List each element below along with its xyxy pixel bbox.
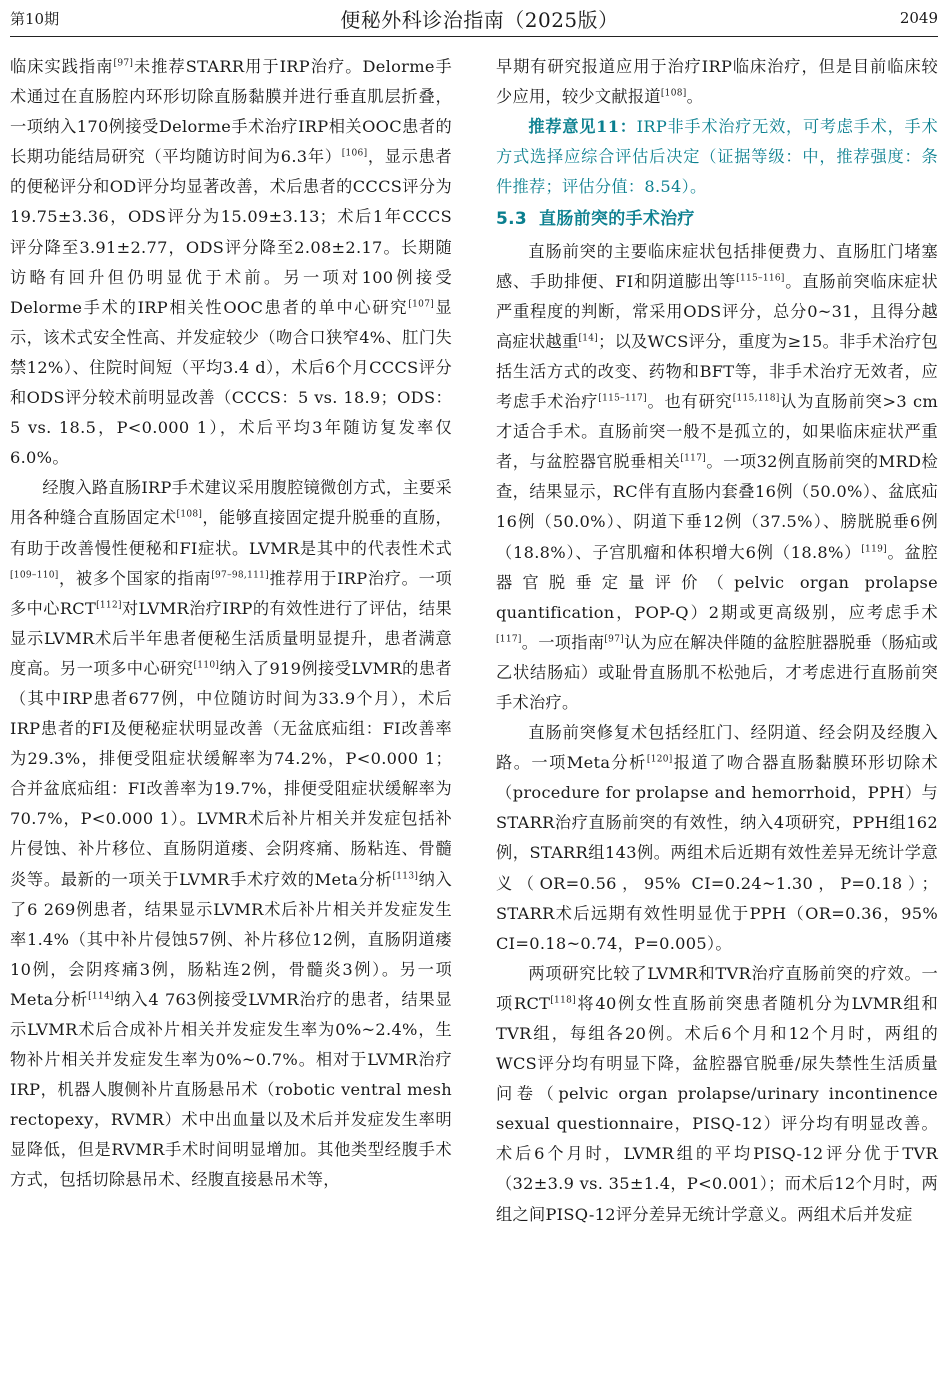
- text-run: 推荐用于IRP治疗。一项多中心RCT: [10, 568, 452, 618]
- citation-ref: [112]: [96, 600, 122, 611]
- text-run: 直肠前突修复术包括经肛门、经阴道、经会阴及经腹入路。一项Meta分析: [496, 723, 938, 773]
- citation-ref: [108]: [660, 88, 687, 99]
- text-run: 。直肠前突临床症状严重程度的判断，常采用ODS评分，总分0~31，且得分越高症状越重: [496, 271, 939, 351]
- journal-title: 便秘外科诊治指南（2025版）: [340, 7, 619, 32]
- recommendation-box: [496, 112, 938, 202]
- citation-ref: [110]: [193, 660, 220, 671]
- paragraph: [10, 473, 452, 1195]
- text-run: 纳入了919例接受LVMR的患者（其中IRP患者677例，中位随访时间为33.9个月），术后IRP患者的FI及便秘症状明显改善（无盆底疝组：FI改善率为29.3%，排便受阻症状缓解率为74.2%，P<0.000 1；合并盆底疝组：FI改善率为19.7%，排便受阻症状缓解率为70.7%，P<0.000 1）。LVMR术后补片相关并发症包括补片侵蚀、补片移位、直肠阴道瘘、会阴疼痛、肠粘连、骨髓炎等。最新的一项关于LVMR手术疗效的Meta分析: [10, 658, 452, 889]
- citation-ref: [117]: [496, 634, 522, 645]
- text-run: 未推荐STARR用于IRP治疗。Delorme手术通过在直肠腔内环形切除直肠黏膜并进行垂直肌层折叠，一项纳入170例接受Delorme手术治疗IRP相关OOC患者的长期功能结局研究（平均随访时间为6.3年）: [10, 57, 452, 167]
- text-run: 认为应在解决伴随的盆腔脏器脱垂（肠疝或乙状结肠疝）或耻骨直肠肌不松弛后，才考虑进行直肠前突手术治疗。: [496, 632, 938, 712]
- left-column: [10, 52, 452, 1196]
- header-rule: [10, 36, 938, 37]
- recommendation-label: 推荐意见11：: [528, 117, 637, 137]
- paragraph: [496, 718, 938, 959]
- citation-ref: [97–98,111]: [211, 570, 269, 581]
- text-run: ，显示患者的便秘评分和OD评分均显著改善，术后患者的CCCS评分为19.75±3.36，ODS评分为15.09±3.13；术后1年CCCS评分降至3.91±2.77，ODS评分降至2.08±2.17。长期随访略有回升但仍明显优于术前。另一项对100例接受Delorme手术的IRP相关性OOC患者的单中心研究: [10, 147, 453, 317]
- paragraph: [496, 237, 938, 719]
- citation-ref: [108]: [176, 510, 203, 521]
- text-run: 纳入4 763例接受LVMR治疗的患者，结果显示LVMR术后合成补片相关并发症发生率为0%~2.4%，生物补片相关并发症发生率为0%~0.7%。相对于LVMR治疗IRP，机器人腹侧补片直肠悬吊术（robotic ventral mesh rectopexy，RVMR）术中出血量以及术后并发症发生率明显降低，但是RVMR手术时间明显增加。其他类型经腹手术方式，包括切除悬吊术、经腹直接悬吊术等，: [10, 989, 452, 1190]
- citation-ref: [109–110]: [10, 570, 59, 581]
- text-run: ，能够直接固定提升脱垂的直肠，有助于改善慢性便秘和FI症状。LVMR是其中的代表性术式: [10, 508, 453, 558]
- citation-ref: [115–116]: [736, 273, 785, 284]
- citation-ref: [107]: [408, 299, 435, 310]
- citation-ref: [120]: [646, 754, 673, 765]
- citation-ref: [113]: [392, 871, 419, 882]
- text-run: 将40例女性直肠前突患者随机分为LVMR组和TVR组，每组各20例。术后6个月和12个月时，两组的WCS评分均有明显下降，盆腔器官脱垂/尿失禁性生活质量问卷（pelvic organ prolapse/urinary incontinence sexual questionnaire，PISQ-12）评分均有明显改善。术后6个月时，LVMR组的平均PISQ-12评分优于TVR（32±3.9 vs. 35±1.4，P<0.001）；而术后12个月时，两组之间PISQ-12评分差异无统计学意义。两组术后并发症: [496, 993, 938, 1224]
- citation-ref: [119]: [861, 544, 887, 555]
- section-heading: [496, 204, 938, 234]
- text-run: 。盆腔器官脱垂定量评价（pelvic organ prolapse quantification，POP-Q）2期或更高级别，应考虑手术: [496, 542, 938, 622]
- section-title: 直肠前突的手术治疗: [539, 209, 695, 230]
- text-run: 早期有研究报道应用于治疗IRP临床治疗，但是目前临床较少应用，较少文献报道: [496, 57, 938, 107]
- citation-ref: [106]: [341, 148, 368, 159]
- citation-ref: [97]: [604, 634, 625, 645]
- text-run: 临床实践指南: [10, 57, 114, 76]
- text-run: 。: [686, 87, 704, 107]
- paragraph: [496, 959, 938, 1230]
- text-run: 显示，该术式安全性高、并发症较少（吻合口狭窄4%、肛门失禁12%）、住院时间短（平均3.4 d），术后6个月CCCS评分和ODS评分较术前明显改善（CCCS：5 vs. 18.9；ODS：5 vs. 18.5，P<0.000 1），术后平均3年随访复发率仅6.0%。: [10, 297, 452, 468]
- text-run: 报道了吻合器直肠黏膜环形切除术（procedure for prolapse and hemorrhoid，PPH）与STARR治疗直肠前突的有效性，纳入4项研究，PPH组162例，STARR组143例。两组术后近期有效性差异无统计学意义（OR=0.56，95% CI=0.24~1.30，P=0.18）；STARR术后远期有效性明显优于PPH（OR=0.36，95% CI=0.18~0.74，P=0.005）。: [496, 753, 939, 953]
- citation-ref: [114]: [88, 991, 114, 1002]
- issue-number: 第10期: [10, 9, 60, 28]
- recommendation-text: IRP非手术治疗无效，可考虑手术，手术方式选择应综合评估后决定（证据等级：中，推荐强度：条件推荐；评估分值：8.54）。: [496, 117, 938, 197]
- text-run: 经腹入路直肠IRP手术建议采用腹腔镜微创方式，主要采用各种缝合直肠固定术: [10, 478, 452, 528]
- text-run: 纳入了6 269例患者，结果显示LVMR术后补片相关并发症发生率1.4%（其中补片侵蚀57例、补片移位12例，直肠阴道瘘10例，会阴疼痛3例，肠粘连2例，骨髓炎3例）。另一项Meta分析: [10, 869, 452, 1009]
- right-column: [496, 52, 938, 1230]
- citation-ref: [118]: [550, 995, 576, 1006]
- text-run: 直肠前突的主要临床症状包括排便费力、直肠肛门堵塞感、手助排便、FI和阴道膨出等: [496, 241, 938, 291]
- text-run: ，被多个国家的指南: [58, 568, 212, 588]
- text-run: ；以及WCS评分，重度为≥15。非手术治疗包括生活方式的改变、药物和BFT等，非手术治疗无效者，应考虑手术治疗: [496, 331, 938, 412]
- text-run: 。也有研究: [646, 392, 733, 412]
- citation-ref: [117]: [680, 453, 707, 464]
- text-run: 两项研究比较了LVMR和TVR治疗直肠前突的疗效。一项RCT: [496, 963, 938, 1013]
- text-run: 认为直肠前突>3 cm才适合手术。直肠前突一般不是孤立的，如果临床症状严重者，与盆腔器官脱垂相关: [496, 392, 938, 472]
- paragraph: [10, 52, 452, 473]
- citation-ref: [115–117]: [598, 393, 647, 404]
- citation-ref: [97]: [113, 58, 134, 69]
- paragraph: [496, 52, 938, 112]
- citation-ref: [115,118]: [732, 393, 780, 404]
- running-header: [10, 4, 938, 32]
- text-run: 。一项指南: [521, 632, 605, 652]
- text-run: 。一项32例直肠前突的MRD检查，结果显示，RC伴有直肠内套叠16例（50.0%）、盆底疝16例（50.0%）、阴道下垂12例（37.5%）、膀胱脱垂6例（18.8%）、子宫肌瘤和体积增大6例（18.8%）: [496, 452, 938, 562]
- section-number: 5.3: [496, 209, 528, 230]
- page-number: 2049: [899, 9, 938, 27]
- citation-ref: [14]: [578, 333, 599, 344]
- text-run: 对LVMR治疗IRP的有效性进行了评估，结果显示LVMR术后半年患者便秘生活质量明显提升，患者满意度高。另一项多中心研究: [10, 598, 452, 678]
